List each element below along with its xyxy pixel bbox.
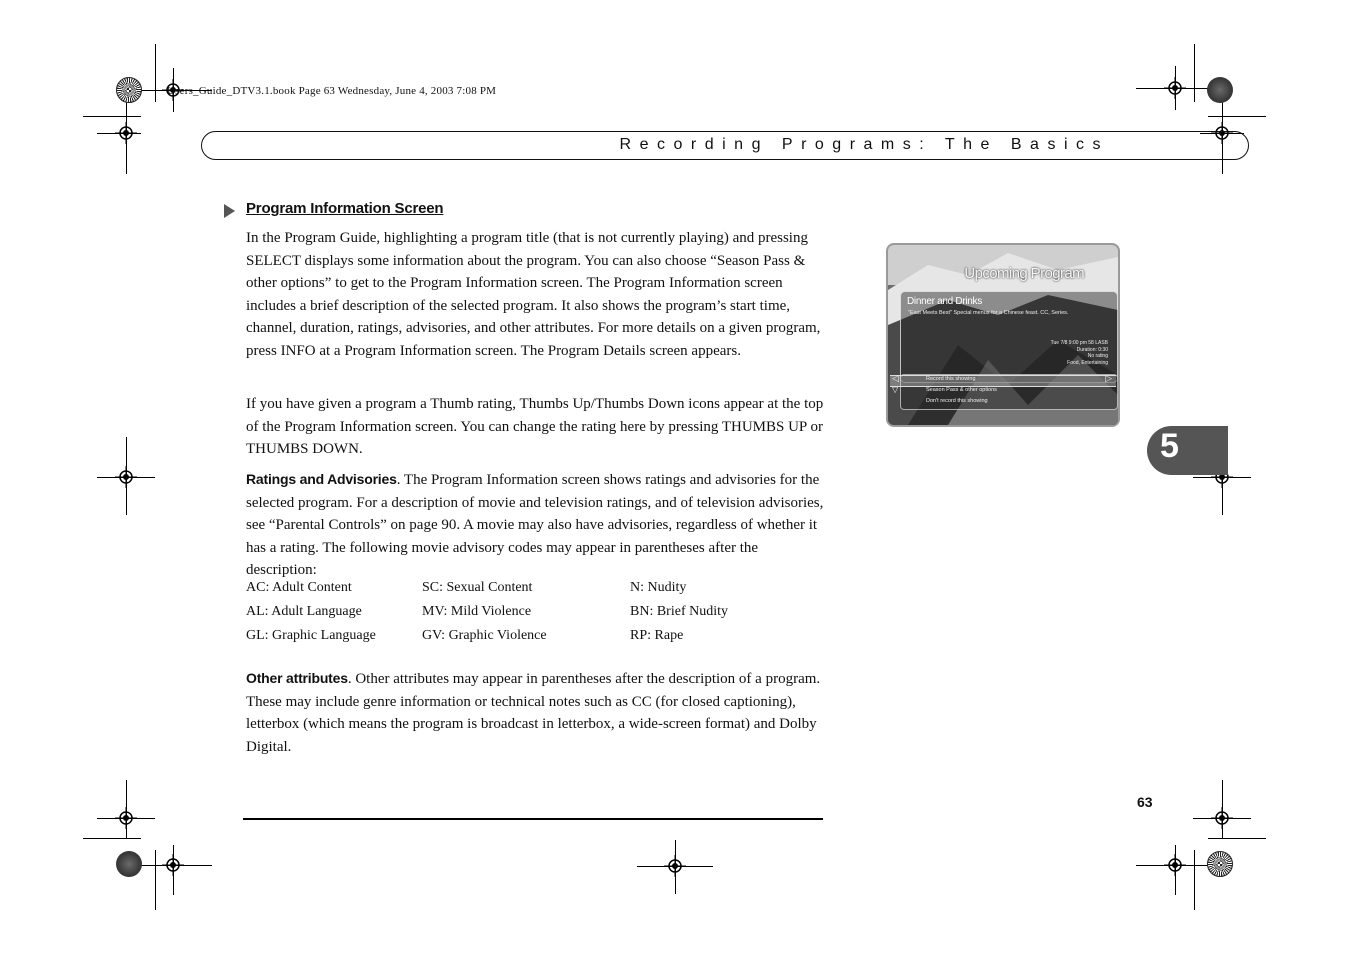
registration-target-icon: [115, 807, 137, 829]
advisory-codes-table: [246, 580, 824, 652]
registration-target-icon: [1211, 807, 1233, 829]
menu-item-dont-record: Don't record this showing: [926, 398, 988, 404]
meta-line: No rating: [1087, 353, 1108, 359]
table-cell: AL: Adult Language: [246, 604, 362, 619]
screen-title: Upcoming Program: [964, 265, 1084, 282]
table-row: [246, 604, 824, 628]
program-meta: [1051, 340, 1108, 366]
paragraph-intro: [246, 227, 824, 362]
paragraph-lead: Ratings and Advisories: [246, 471, 397, 487]
running-header-title: Recording Programs: The Basics: [619, 136, 1109, 153]
section-title: Program Information Screen: [246, 200, 444, 217]
paragraph-text: . The Program Information screen shows ratings and advisories for the selected program. For a description of movie and television ratings, and of television advisories, see “Parental Controls” on page 90. A movie may also have advisories, regardless of whether it has a rating. The following movie advisory codes may appear in parentheses after the description:: [246, 472, 824, 578]
paragraph-text: If you have given a program a Thumb rating, Thumbs Up/Thumbs Down icons appear at the top of the Program Information screen. You can change the rating here by pressing THUMBS UP or THUMBS DOWN.: [246, 396, 824, 457]
paragraph-attributes: [246, 667, 824, 758]
table-cell: N: Nudity: [630, 580, 687, 595]
registration-wheel-icon: [116, 77, 142, 103]
table-cell: RP: Rape: [630, 628, 684, 643]
table-cell: AC: Adult Content: [246, 580, 352, 595]
menu-item-season-pass: Season Pass & other options: [926, 387, 997, 393]
paragraph-text: In the Program Guide, highlighting a program title (that is not currently playing) and pressing SELECT displays some information about the program. You can also choose “Season Pass & other options” to get to the Program Information screen. The Program Information screen includes a brief description of the selected program. It also shows the program’s start time, channel, duration, ratings, advisories, and other attributes. For more details on a given program, press INFO at a Program Information screen. The Program Details screen appears.: [246, 230, 821, 359]
registration-target-icon: [115, 466, 137, 488]
menu-item-record: Record this showing: [926, 376, 976, 382]
upcoming-program-screenshot: [886, 243, 1120, 427]
left-arrow-icon: ◁: [892, 374, 899, 384]
print-slug: Users_Guide_DTV3.1.book Page 63 Wednesday, June 4, 2003 7:08 PM: [167, 85, 497, 97]
chapter-number: 5: [1160, 427, 1179, 465]
footer-rule: [243, 818, 823, 820]
paragraph-lead: Other attributes: [246, 670, 348, 686]
meta-line: Duration: 0:30: [1076, 346, 1108, 353]
right-arrow-icon: ▷: [1105, 374, 1112, 384]
paragraph-ratings: [246, 468, 824, 582]
registration-wheel-icon: [1207, 77, 1233, 103]
table-cell: BN: Brief Nudity: [630, 604, 728, 619]
registration-target-icon: [664, 855, 686, 877]
table-row: [246, 628, 824, 652]
registration-target-icon: [162, 854, 184, 876]
table-cell: GV: Graphic Violence: [422, 628, 547, 643]
paragraph-text: . Other attributes may appear in parentheses after the description of a program. These may include genre information or technical notes such as CC (for closed captioning), letterbox (which means the program is broadcast in letterbox, a wide-screen format) and Dolby Digital.: [246, 671, 821, 755]
table-cell: MV: Mild Violence: [422, 604, 532, 619]
program-description: "East Meets Best" Special menus for a Chinese feast. CC, Series.: [908, 310, 1069, 316]
meta-line: Food, Entertaining: [1067, 359, 1108, 366]
registration-target-icon: [115, 122, 137, 144]
registration-wheel-icon: [1207, 851, 1233, 877]
registration-wheel-icon: [116, 851, 142, 877]
registration-target-icon: [1164, 854, 1186, 876]
paragraph-thumbs: [246, 393, 824, 461]
play-arrow-icon: [224, 204, 235, 218]
registration-target-icon: [1164, 77, 1186, 99]
table-cell: GL: Graphic Language: [246, 628, 376, 643]
page-number: 63: [1137, 794, 1153, 810]
table-cell: SC: Sexual Content: [422, 580, 533, 595]
meta-line: Tue 7/8 9:00 pm 58 LASB: [1050, 340, 1108, 346]
program-title: Dinner and Drinks: [907, 296, 982, 307]
menu-highlight: [890, 375, 1116, 387]
table-row: [246, 580, 824, 604]
down-arrow-icon: ▽: [892, 385, 899, 394]
